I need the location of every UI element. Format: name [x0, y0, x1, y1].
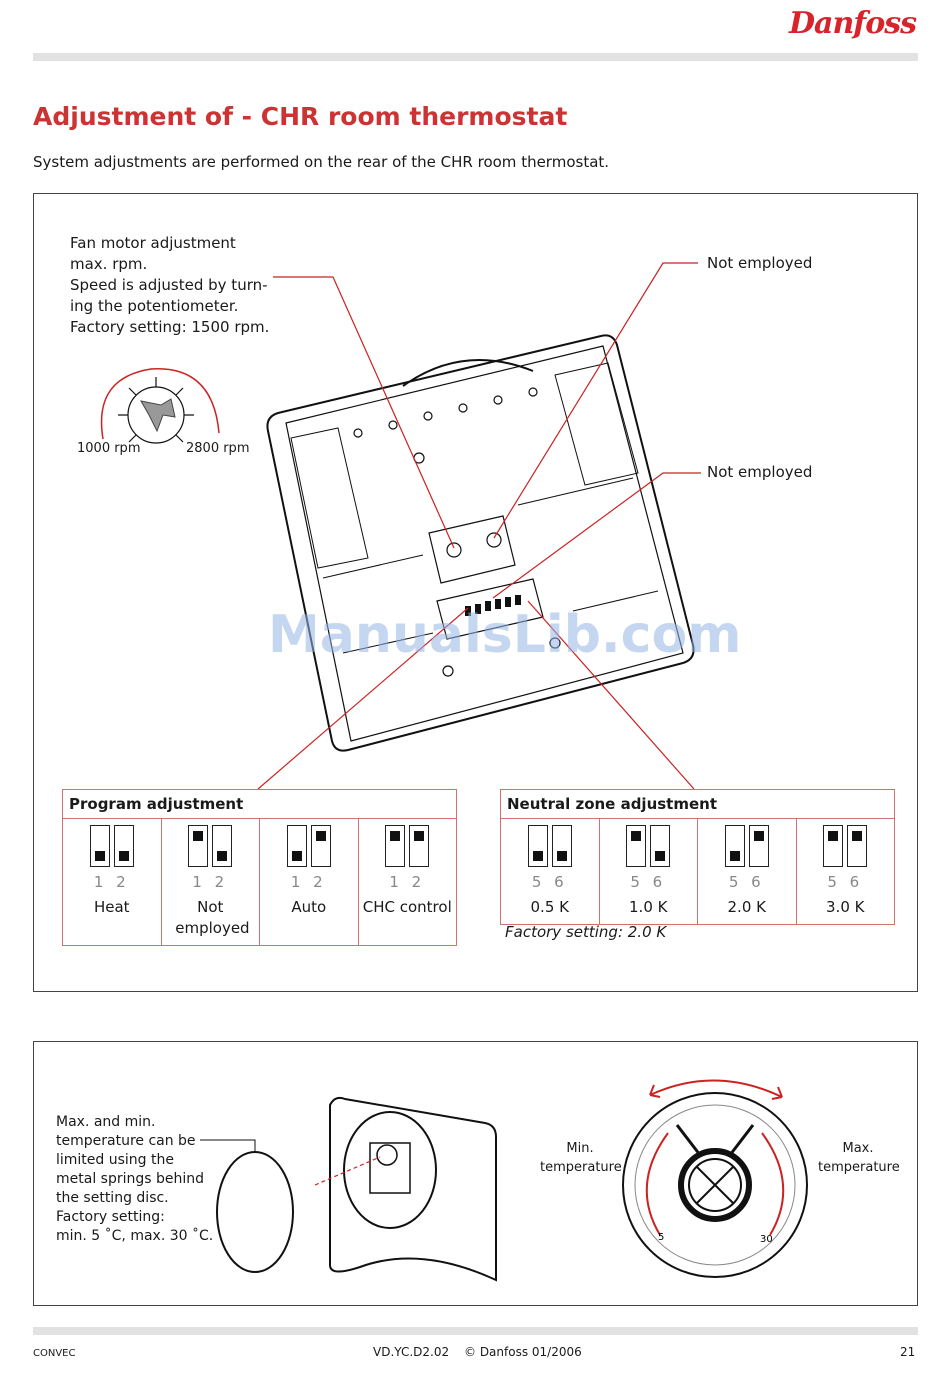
not-employed-label-2: Not employed	[707, 463, 813, 481]
dip-switch-knob	[754, 831, 764, 841]
neutral-heading: Neutral zone adjustment	[501, 790, 895, 819]
dip-switch	[847, 825, 867, 867]
limits-note-line: metal springs behind	[56, 1171, 205, 1187]
dip-switch-pair	[63, 825, 161, 867]
min-temperature-label	[540, 1139, 620, 1177]
fan-note-line: Speed is adjusted by turn-	[70, 276, 268, 294]
switch-numbers: 5 6	[827, 873, 864, 891]
fan-note-line: ing the potentiometer.	[70, 297, 239, 315]
setting-label: 3.0 K	[826, 898, 865, 916]
dip-switch	[188, 825, 208, 867]
max-temp-line: Max.	[842, 1141, 874, 1156]
dip-switch	[287, 825, 307, 867]
fan-max-rpm: 2800 rpm	[186, 441, 250, 456]
dip-switch-knob	[852, 831, 862, 841]
setting-label: CHC control	[362, 898, 452, 916]
setting-label: Not employed	[175, 898, 250, 937]
footer-copyright: © Danfoss 01/2006	[464, 1345, 582, 1359]
fan-note-line: Fan motor adjustment	[70, 234, 236, 252]
intro-text: System adjustments are performed on the rear of the CHR room thermostat.	[33, 153, 610, 171]
switch-numbers: 1 2	[93, 873, 130, 891]
program-cell	[260, 819, 359, 946]
neutral-cell	[698, 819, 797, 925]
dip-switch-knob	[557, 851, 567, 861]
dip-switch	[552, 825, 572, 867]
limits-note-line: the setting disc.	[56, 1190, 169, 1206]
dip-switch-pair	[797, 825, 895, 867]
switch-numbers: 5 6	[728, 873, 765, 891]
watermark: ManualsLib.com	[268, 605, 742, 665]
program-adjustment-table	[62, 789, 457, 946]
dial-min-mark: 5	[658, 1232, 665, 1243]
dip-switch	[725, 825, 745, 867]
dip-switch-pair	[162, 825, 260, 867]
limits-note-line: limited using the	[56, 1152, 174, 1168]
fan-motor-note	[70, 233, 269, 338]
dip-switch-knob	[828, 831, 838, 841]
dip-switch	[212, 825, 232, 867]
min-temp-line: Min.	[566, 1141, 594, 1156]
dip-switch	[528, 825, 548, 867]
dip-switch	[114, 825, 134, 867]
not-employed-label-1: Not employed	[707, 254, 813, 272]
min-temp-line: temperature	[540, 1160, 622, 1175]
fan-note-line: max. rpm.	[70, 255, 148, 273]
fan-note-line: Factory setting: 1500 rpm.	[70, 318, 270, 336]
dip-switch-pair	[260, 825, 358, 867]
dip-switch-knob	[533, 851, 543, 861]
setting-label: 0.5 K	[530, 898, 569, 916]
dip-switch-knob	[655, 851, 665, 861]
footer-doc-code: VD.YC.D2.02	[373, 1345, 450, 1359]
page-number: 21	[900, 1345, 916, 1359]
danfoss-logo: Danfoss	[789, 6, 916, 41]
dip-switch-knob	[414, 831, 424, 841]
dip-switch	[409, 825, 429, 867]
limits-note-line: Factory setting:	[56, 1209, 165, 1225]
max-temp-line: temperature	[818, 1160, 900, 1175]
neutral-cell	[796, 819, 895, 925]
dip-switch	[749, 825, 769, 867]
limits-note-line: min. 5 ˚C, max. 30 ˚C.	[56, 1228, 214, 1244]
dip-switch	[823, 825, 843, 867]
program-cell	[63, 819, 162, 946]
switch-numbers: 5 6	[630, 873, 667, 891]
fan-min-rpm: 1000 rpm	[77, 441, 141, 456]
limits-note-line: Max. and min.	[56, 1114, 156, 1130]
dip-switch-knob	[193, 831, 203, 841]
setting-label: 2.0 K	[727, 898, 766, 916]
temperature-dial-diagram	[620, 1075, 815, 1285]
dip-switch	[626, 825, 646, 867]
footer-left: CONVEC	[33, 1348, 76, 1359]
footer-rule	[33, 1327, 918, 1335]
header-rule	[33, 53, 918, 61]
page-title: Adjustment of - CHR room thermostat	[33, 102, 568, 131]
dip-switch	[650, 825, 670, 867]
neutral-cell	[599, 819, 698, 925]
dip-switch-knob	[316, 831, 326, 841]
dip-switch	[90, 825, 110, 867]
switch-numbers: 5 6	[531, 873, 568, 891]
switch-numbers: 1 2	[192, 873, 229, 891]
switch-numbers: 1 2	[389, 873, 426, 891]
program-cell	[358, 819, 457, 946]
dip-switch	[385, 825, 405, 867]
max-temperature-label	[818, 1139, 898, 1177]
dip-switch-knob	[95, 851, 105, 861]
dial-max-mark: 30	[760, 1234, 773, 1245]
dip-switch-pair	[501, 825, 599, 867]
dip-switch-knob	[217, 851, 227, 861]
setting-label: Heat	[93, 898, 130, 916]
dip-switch-pair	[600, 825, 698, 867]
limits-note-line: temperature can be	[56, 1133, 196, 1149]
setting-label: 1.0 K	[629, 898, 668, 916]
dip-switch-knob	[631, 831, 641, 841]
neutral-zone-table	[500, 789, 895, 925]
dip-switch	[311, 825, 331, 867]
dip-switch-knob	[292, 851, 302, 861]
dip-switch-knob	[730, 851, 740, 861]
dip-switch-knob	[390, 831, 400, 841]
switch-numbers: 1 2	[290, 873, 327, 891]
limits-note	[56, 1113, 213, 1246]
dip-switch-pair	[359, 825, 457, 867]
program-heading: Program adjustment	[63, 790, 457, 819]
dip-switch-pair	[698, 825, 796, 867]
setting-disc-diagram	[200, 1085, 530, 1295]
neutral-factory-setting: Factory setting: 2.0 K	[505, 923, 667, 941]
program-cell	[161, 819, 260, 946]
dip-switch-knob	[119, 851, 129, 861]
neutral-cell	[501, 819, 600, 925]
setting-label: Auto	[291, 898, 327, 916]
